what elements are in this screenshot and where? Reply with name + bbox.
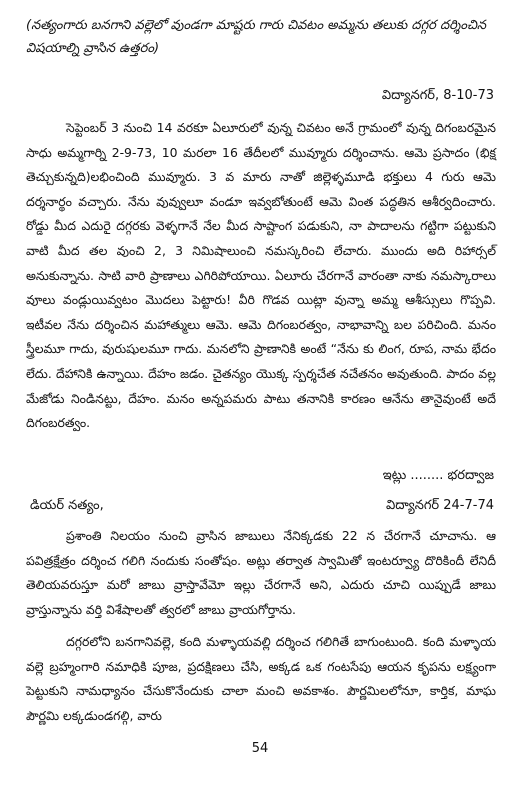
letter2-salutation: డియర్ నత్యం,: [30, 498, 104, 513]
intro-note: (నత్యంగారు బనగాని వల్లెలో వుండగా మాష్టరు గారు చివటం అమ్మను తలుకు దగ్గర దర్శించిన విషయాల్ని వ్రాసిన ఉత్తరం): [26, 18, 487, 56]
letter2-body-paragraph-2: దగ్గరలోని బనగానివల్లె, కంది మళ్ళాయవల్లి దర్శించ గలిగితే బాగుంటుంది. కంది మళ్ళాయ వల్లె బ్రహ్మంగారి నమాధికి పూజ, ప్రదక్షిణలు చేసి, అక్కడ ఒక గంటసేపు ఆయన కృపను లక్ష్యంగా పెట్టుకుని నామధ్యానం చేసుకొనేందుకు చాలా మంచి అవకాశం. పౌర్ణమిలలోనూ, కార్తిక, మాఘ పౌర్ణమి లక్కడుండగల్గి, వారు: [26, 634, 496, 723]
letter1-signoff: ఇట్లు ........ భరద్వాజ: [382, 468, 494, 483]
letter1-place-date: విద్యానగర్, 8-10-73: [381, 88, 494, 103]
letter1-body: సెప్టెంబర్ 3 నుంచి 14 వరకూ ఏలూరులో వున్న చివటం అనే గ్రామంలో వున్న దిగంబరమైన సాధు అమ్మగార్ని 2-9-73, 10 మరలా 16 తేదీలలో మువ్మూరు దర్శించాను. ఆమె ప్రసాదం (భిక్ష తెచ్చుకున్నది)లభించింది మువ్మూరు. 3 వ మారు నాతో జిల్లెళ్ళమూడి భక్తులు 4 గురు ఆమె దర్శనార్థం వచ్చారు. నేను వువ్వులూ వండూ ఇవ్వబోతుంటే ఆమె వింత పద్ధతిన ఆశీర్వదించారు. రోడ్డు మీద ఎదురై దగ్గరకు వెళ్ళగానే నేల మీద సాష్టాంగ పడుకుని, నా పాదాలను గట్టిగా పట్టుకుని వాటి మీద తల వుంచి 2, 3 నిమిషాలుంచి నమస్కరించి లేచారు. ముందు అది రిహార్సల్ అనుకున్నాను. సాటి వారి ప్రాణాలు ఎగిరిపోయాయి. ఏలూరు చేరగానే వారంతా నాకు నమస్కారాలు వూలు వండ్లుయివ్వటం మొదలు పెట్టారు! వీరి గొడవ యిట్లా వున్నా అమ్మ ఆశీస్సులు గొప్పవి. ఇటీవల నేను దర్శించిన మహాత్ములు ఆమె. ఆమె దిగంబరత్వం, నాభావాన్ని బల పరిచింది. మనం స్త్రీలమూ గాదు, వురుషులమూ గాదు. మనలోని ప్రాణానికి అంటే “నేను కు లింగ, రూప, నామ భేదం లేదు. దేహానికి ఉన్నాయి. దేహం జడం. చైతన్యం యొక్క స్పర్శచేత నచేతనం అవుతుంది. పాదం వల్ల మేజోడు నిండినట్టు, దేహం. మనం అన్నపమరు పాటు తనానికి కారణం ఆనేను తానైవుంటే అదే దిగంబరత్వం.: [26, 120, 496, 431]
letter2-body-paragraph-1: ప్రశాంతి నిలయం నుంచి వ్రాసిన జాబులు నేనిక్కడకు 22 న చేరగానే చూచాను. ఆ పవిత్రక్షేత్రం దర్శించ గలిగి నందుకు సంతోషం. అట్లు తర్వాత స్వామితో ఇంటర్వ్యూ దొరికిందీ లేనిదీ తెలియవరుస్తూ మరో జాబు వ్రాస్తావేమో ఇల్లు చేరగానే అని, ఎదురు చూచి యిప్పుడే జాబు వ్రాస్తున్నాను వర్తి విశేషాలతో త్వరలో జాబు వ్రాయగోర్తాను.: [26, 528, 496, 617]
page-number: 54: [251, 741, 269, 756]
letter2-place-date: విద్యానగర్ 24-7-74: [385, 498, 494, 513]
